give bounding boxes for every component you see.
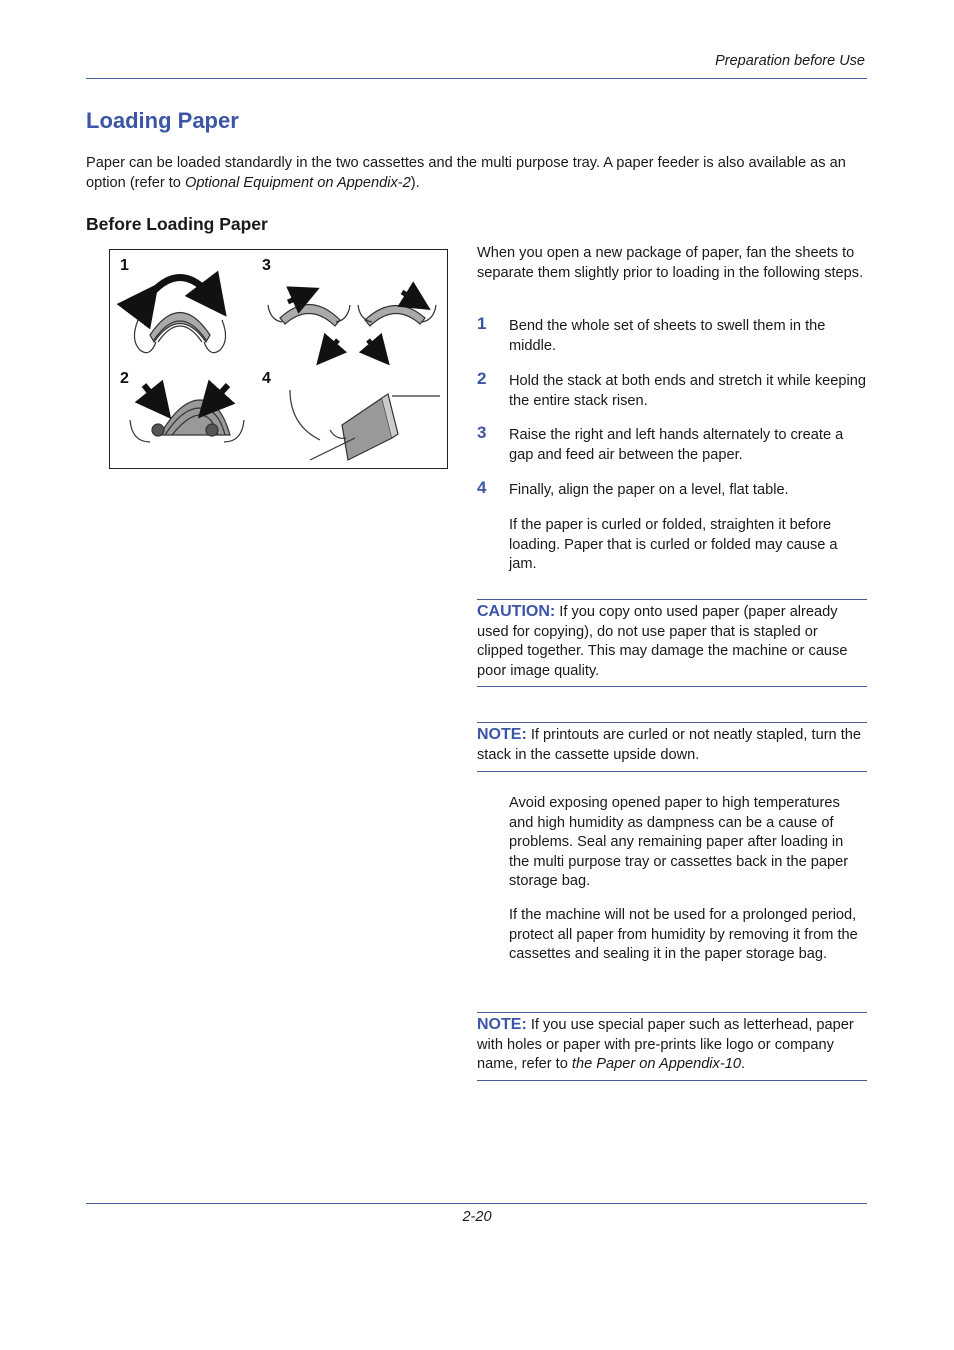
note1-block xyxy=(477,725,867,765)
caution-text: If you copy onto used paper (paper already used for copying), do not use paper that is stapled or clipped together. This may damage the machine or cause poor image quality. xyxy=(477,604,848,679)
step-number: 2 xyxy=(477,369,487,388)
note1-top-rule xyxy=(477,722,867,723)
page-number: 2-20 xyxy=(462,1209,492,1225)
note2-top-rule xyxy=(477,1012,867,1013)
illustration-drawing xyxy=(110,250,447,468)
step-number: 1 xyxy=(477,314,487,333)
figure-label-1: 1 xyxy=(120,257,129,274)
note2-text: If you use special paper such as letterhead, paper with holes or paper with pre-prints like logo or company name, refer to xyxy=(477,1017,854,1072)
step-text: Raise the right and left hands alternately to create a gap and feed air between the paper. xyxy=(509,427,844,463)
step1-drawing xyxy=(134,278,225,353)
note2-block xyxy=(477,1015,867,1075)
intro-reference-link[interactable]: Optional Equipment on Appendix-2 xyxy=(184,174,411,191)
caution-block xyxy=(477,602,867,681)
footer-rule xyxy=(86,1203,867,1204)
step4-drawing xyxy=(290,390,440,460)
note2-bottom-rule xyxy=(477,1080,867,1081)
intro-paragraph xyxy=(86,154,876,193)
fanning-illustration xyxy=(109,249,448,469)
note1-label: NOTE: xyxy=(477,726,527,743)
step2-drawing xyxy=(130,385,244,442)
caution-label: CAUTION: xyxy=(477,603,556,620)
humidity-paragraph-2: If the machine will not be used for a prolonged period, protect all paper from humidity by removing it from the cassettes and sealing it in the paper storage bag. xyxy=(509,907,858,962)
note1-text: If printouts are curled or not neatly stapled, turn the stack in the cassette upside down. xyxy=(477,727,862,763)
note1-bottom-rule xyxy=(477,771,867,772)
note2-reference-link[interactable]: the Paper on Appendix-10 xyxy=(571,1056,741,1072)
step-number: 3 xyxy=(477,423,487,442)
intro-text: Paper can be loaded standardly in the two cassettes and the multi purpose tray. A paper feeder is also available as an option (refer to xyxy=(86,155,846,191)
step3-drawing xyxy=(268,292,436,354)
figure-label-4: 4 xyxy=(262,370,271,387)
step-text: Hold the stack at both ends and stretch it while keeping the entire stack risen. xyxy=(509,373,866,409)
note2-text-end: . xyxy=(740,1056,746,1072)
caution-top-rule xyxy=(477,599,867,600)
section-heading: Before Loading Paper xyxy=(86,214,268,234)
figure-label-3: 3 xyxy=(262,257,271,274)
intro-text-end: ). xyxy=(410,174,420,191)
step-number: 4 xyxy=(477,478,487,497)
note2-label: NOTE: xyxy=(477,1016,527,1033)
figure-label-2: 2 xyxy=(120,370,129,387)
fan-intro-paragraph: When you open a new package of paper, fan the sheets to separate them slightly prior to loading in the following steps. xyxy=(477,245,864,281)
curl-note: If the paper is curled or folded, straighten it before loading. Paper that is curled or folded may cause a jam. xyxy=(509,517,838,572)
header-rule xyxy=(86,78,867,79)
running-header: Preparation before Use xyxy=(715,53,865,69)
page-title: Loading Paper xyxy=(86,108,239,133)
step-text: Bend the whole set of sheets to swell them in the middle. xyxy=(509,318,826,354)
humidity-paragraph-1: Avoid exposing opened paper to high temperatures and high humidity as dampness can be a cause of problems. Seal any remaining paper after loading in the multi purpose tray or cassettes back in the paper storage bag. xyxy=(509,795,849,889)
caution-bottom-rule xyxy=(477,686,867,687)
step-text: Finally, align the paper on a level, flat table. xyxy=(509,482,789,498)
